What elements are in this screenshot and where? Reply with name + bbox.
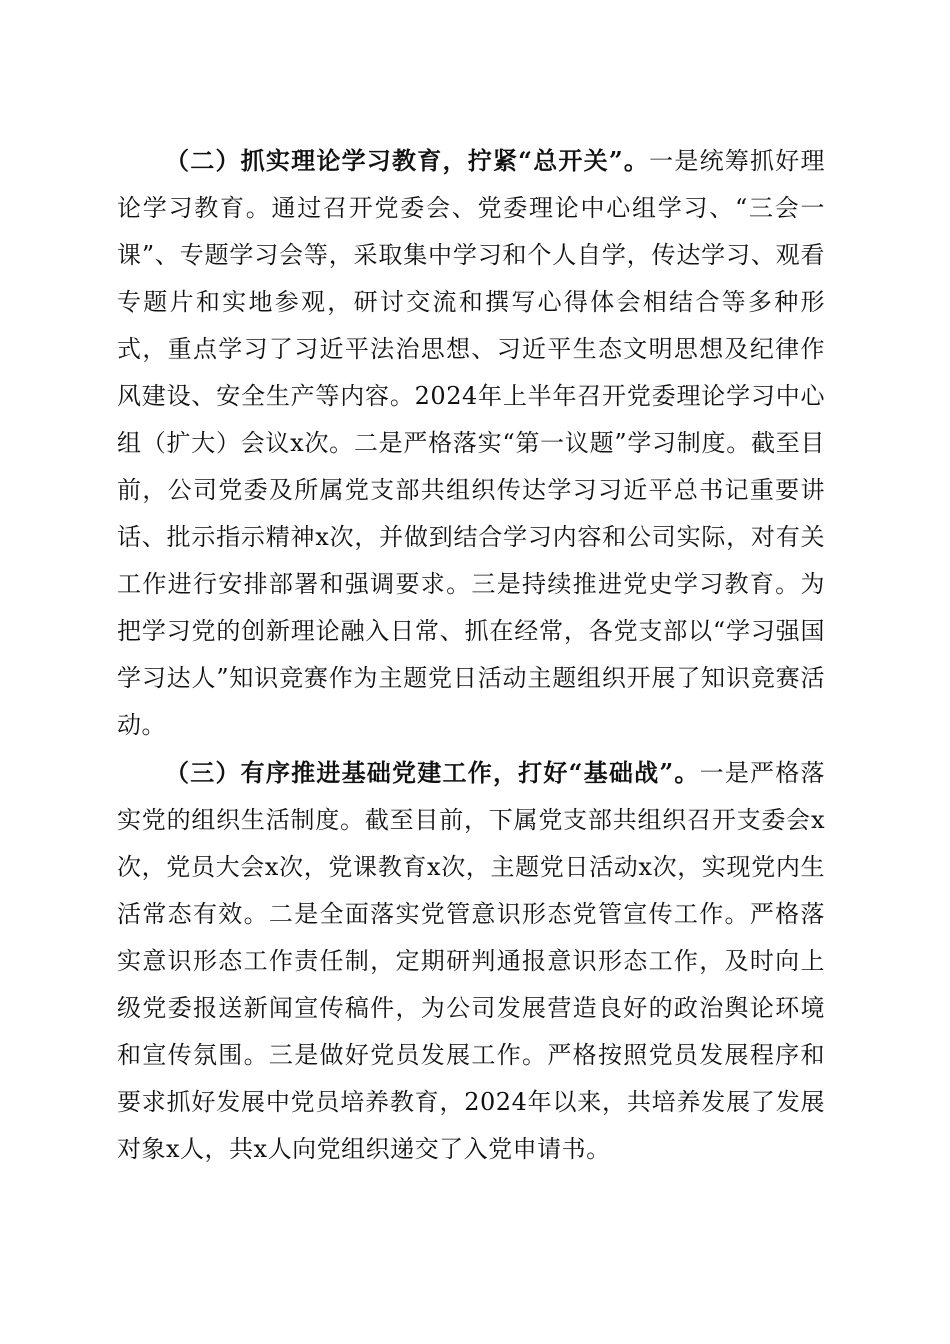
section-body-2: 一是统筹抓好理论学习教育。通过召开党委会、党委理论中心组学习、“三会一课”、专题学习会等，采取集中学习和个人自学，传达学习、观看专题片和实地参观，研讨交流和撰写心得体会相结合等多种形式，重点学习了习近平法治思想、习近平生态文明思想及纪律作风建设、安全生产等内容。2024年上半年召开党委理论学习中心组（扩大）会议x次。二是严格落实“第一议题”学习制度。截至目前，公司党委及所属党支部共组织传达学习习近平总书记重要讲话、批示指示精神x次，并做到结合学习内容和公司实际，对有关工作进行安排部署和强调要求。三是持续推进党史学习教育。为把学习党的创新理论融入日常、抓在经常，各党支部以“学习强国学习达人”知识竞赛作为主题党日活动主题组织开展了知识竞赛活动。 <box>117 147 825 739</box>
paragraph-party-building <box>117 749 825 1173</box>
section-heading-3: （三）有序推进基础党建工作，打好“基础战”。 <box>165 758 700 787</box>
section-body-3: 一是严格落实党的组织生活制度。截至目前，下属党支部共组织召开支委会x次，党员大会x次，党课教育x次，主题党日活动x次，实现党内生活常态有效。二是全面落实党管意识形态党管宣传工作。严格落实意识形态工作责任制，定期研判通报意识形态工作，及时向上级党委报送新闻宣传稿件，为公司发展营造良好的政治舆论环境和宣传氛围。三是做好党员发展工作。严格按照党员发展程序和要求抓好发展中党员培养教育，2024年以来，共培养发展了发展对象x人，共x人向党组织递交了入党申请书。 <box>117 759 825 1163</box>
section-heading-2: （二）抓实理论学习教育，拧紧“总开关”。 <box>165 146 650 175</box>
paragraph-theory-study <box>117 137 825 749</box>
document-page <box>117 137 825 1173</box>
